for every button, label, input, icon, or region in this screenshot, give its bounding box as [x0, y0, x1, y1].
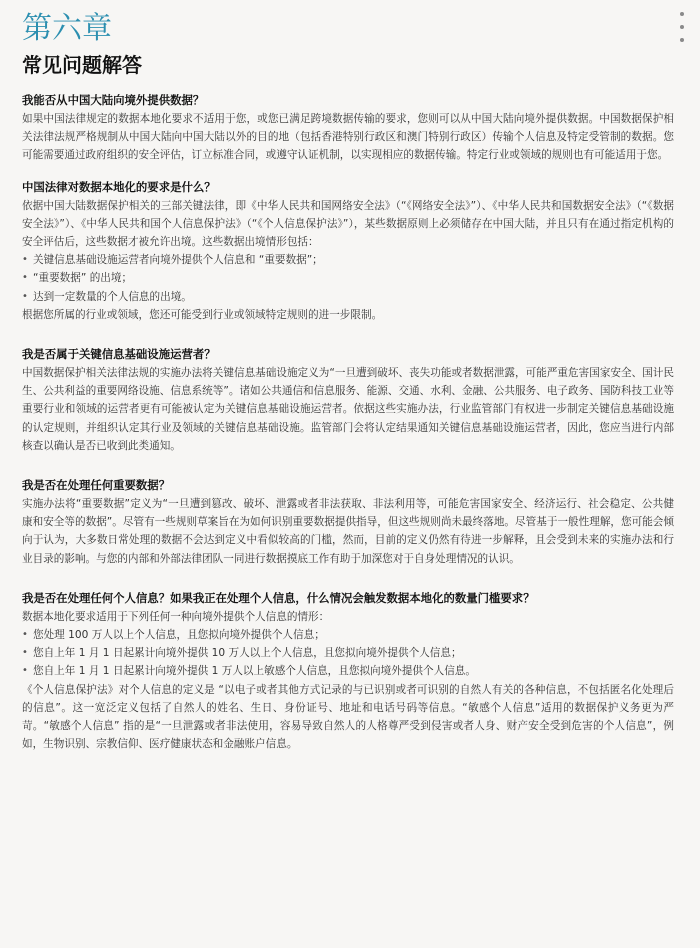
bullet-list	[22, 626, 674, 681]
chapter-heading: 第六章	[22, 11, 112, 46]
faq-answer-paragraph: 实施办法将“重要数据”定义为“一旦遭到篡改、破坏、泄露或者非法获取、非法利用等，可能危害国家安全、经济运行、社会稳定、公共健康和安全等的数据”。尽管有一些规则草案旨在为如何识别重要数据提供指导，但这些规则尚未最终落地。尽管基于一般性理解，您可能会倾向于认为，大多数日常处理的数据不会达到定义中看似较高的门槛，然而，目前的定义仍然有待进一步解释，且会受到未来的实施办法和行业目录的影响。与您的内部和外部法律团队一同进行数据摸底工作有助于加深您对于自身处理情况的认识。	[22, 498, 674, 565]
faq-answer-paragraph: 如果中国法律规定的数据本地化要求不适用于您，或您已满足跨境数据传输的要求，您则可以从中国大陆向境外提供数据。中国数据保护相关法律法规严格规制从中国大陆向中国大陆以外的目的地（包括香港特别行政区和澳门特别行政区）传输个人信息及特定受管制的数据。您可能需要通过政府组织的安全评估，订立标准合同，或遵守认证机制，以实现相应的数据传输。特定行业或领域的规则也有可能适用于您。	[22, 113, 674, 162]
faq-answer-paragraph: 中国数据保护相关法律法规的实施办法将关键信息基础设施定义为“一旦遭到破坏、丧失功能或者数据泄露，可能严重危害国家安全、国计民生、公共利益的重要网络设施、信息系统等”。诸如公共通信和信息服务、能源、交通、水利、金融、公共服务、电子政务、国防科技工业等重要行业和领域的运营者更有可能被认定为关键信息基础设施运营者。依据这些实施办法，行业监管部门有权进一步制定关键信息基础设施的认定规则，并组织认定其行业及领域的关键信息基础设施。监管部门会将认定结果通知关键信息基础设施运营者，因此，您应当进行内部核查以确认是否已收到此类通知。	[22, 367, 674, 452]
bullet-list	[22, 251, 674, 306]
more-options-icon[interactable]	[678, 12, 686, 42]
faq-question: 我是否在处理任何个人信息？如果我正在处理个人信息，什么情况会触发数据本地化的数量门槛要求？	[22, 590, 535, 605]
faq-answer-outro: 根据您所属的行业或领域，您还可能受到行业或领域特定规则的进一步限制。	[22, 308, 383, 321]
list-item: • 达到一定数量的个人信息的出境。	[22, 288, 674, 306]
faq-question: 我是否在处理任何重要数据？	[22, 478, 171, 493]
faq-section-cross-border	[22, 92, 674, 165]
list-item: • “重要数据” 的出境；	[22, 269, 674, 287]
faq-question: 中国法律对数据本地化的要求是什么？	[22, 179, 216, 194]
faq-answer-intro: 数据本地化要求适用于下列任何一种向境外提供个人信息的情形：	[22, 610, 330, 623]
faq-section-important-data	[22, 477, 674, 568]
faq-section-personal-info	[22, 590, 674, 754]
dot	[680, 12, 684, 16]
faq-answer-outro: 《个人信息保护法》对个人信息的定义是 “以电子或者其他方式记录的与已识别或者可识别的自然人有关的各种信息，不包括匿名化处理后的信息”。这一宽泛定义包括了自然人的姓名、生日、身份证号、地址和电话号码等信息。“敏感个人信息”适用的数据保护义务更为严苛。“敏感个人信息” 指的是“一旦泄露或者非法使用，容易导致自然人的人格尊严受到侵害或者人身、财产安全受到危害的个人信息”，例如，生物识别、宗教信仰、医疗健康状态和金融账户信息。	[22, 683, 674, 751]
faq-section-ciio	[22, 346, 674, 455]
faq-answer-intro: 依据中国大陆数据保护相关的三部关键法律，即《中华人民共和国网络安全法》（“《网络安全法》”）、《中华人民共和国数据安全法》（“《数据安全法》”）、《中华人民共和国个人信息保护法》（“《个人信息保护法》”），某些数据原则上必须储存在中国大陆，并且只有在通过指定机构的安全评估后，这些数据才被允许出境。这些数据出境情形包括：	[22, 199, 674, 249]
faq-question: 我能否从中国大陆向境外提供数据？	[22, 93, 205, 107]
dot	[680, 38, 684, 42]
list-item: • 您自上年 1 月 1 日起累计向境外提供 10 万人以上个人信息，且您拟向境外提供个人信息；	[22, 644, 674, 662]
dot	[680, 25, 684, 29]
page-title: 常见问题解答	[22, 53, 142, 77]
list-item: • 您处理 100 万人以上个人信息，且您拟向境外提供个人信息；	[22, 626, 674, 644]
list-item: • 您自上年 1 月 1 日起累计向境外提供 1 万人以上敏感个人信息，且您拟向境外提供个人信息。	[22, 662, 674, 680]
faq-question: 我是否属于关键信息基础设施运营者？	[22, 347, 216, 362]
document-page	[22, 10, 674, 753]
faq-section-localization	[22, 179, 674, 324]
list-item: • 关键信息基础设施运营者向境外提供个人信息和 “重要数据”；	[22, 251, 674, 269]
